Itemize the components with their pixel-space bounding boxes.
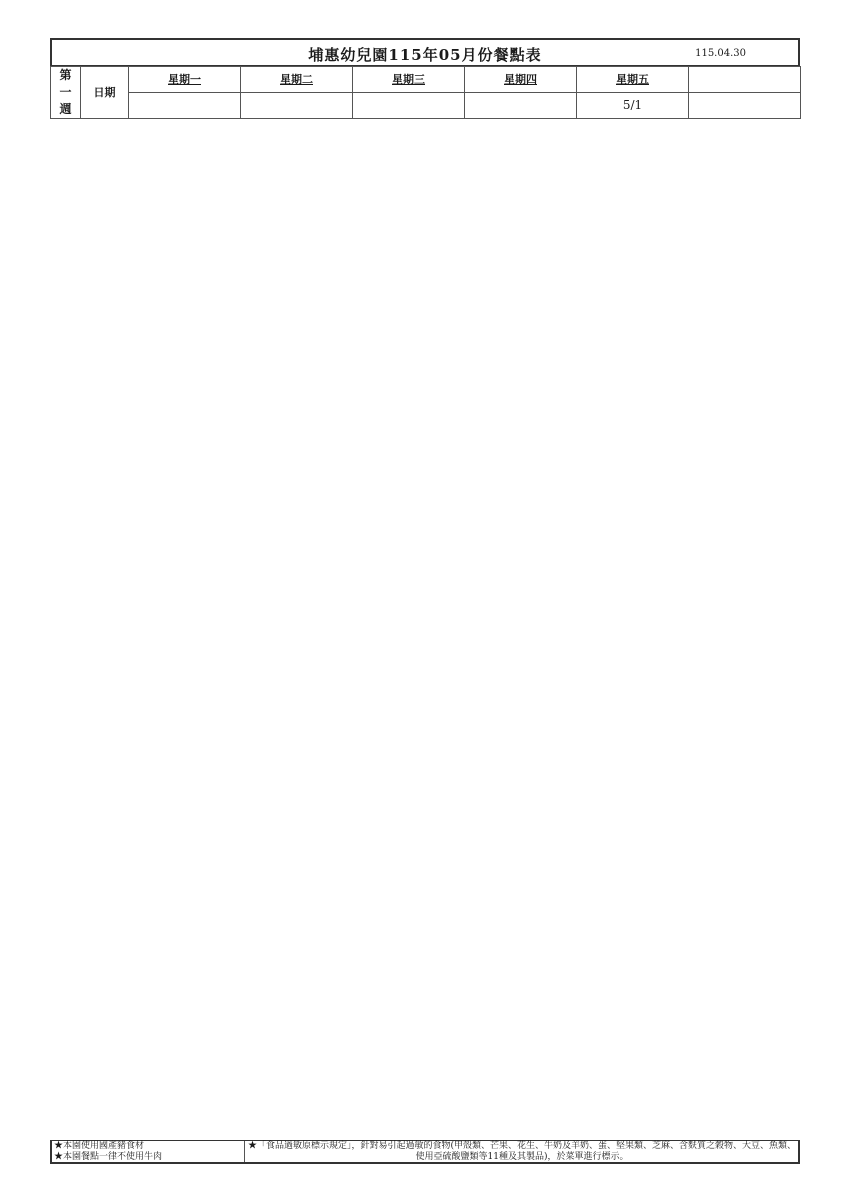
date-cell	[241, 93, 353, 119]
weekday-header: 星期二	[241, 67, 353, 93]
weekday-header: 星期四	[465, 67, 577, 93]
header	[50, 38, 800, 66]
footer	[50, 1140, 800, 1164]
menu-sheet	[50, 38, 800, 1164]
allergen-note: ★「食品過敏原標示規定」，針對易引起過敏的食物(甲殼類、芒果、花生、牛奶及羊奶、蛋、堅果類、芝麻、含麩質之穀物、大豆、魚類、使用亞硫酸鹽類等11種及其製品)，於菜單進行標示。	[248, 1141, 797, 1162]
blank-cell	[689, 93, 801, 119]
week-label-text: 第一週	[59, 68, 72, 116]
date-cell	[129, 93, 241, 119]
page-title: 埔惠幼兒園115年05月份餐點表	[308, 46, 542, 64]
weekday-header: 星期三	[353, 67, 465, 93]
blank-cell	[689, 67, 801, 93]
weekday-header: 星期五	[577, 67, 689, 93]
footer-notes	[54, 1141, 245, 1162]
menu-row	[51, 67, 801, 93]
date-label: 日期	[81, 67, 129, 119]
date-cell	[353, 93, 465, 119]
weekday-header: 星期一	[129, 67, 241, 93]
date-cell: 5/1	[577, 93, 689, 119]
menu-row	[51, 93, 801, 119]
menu-table	[50, 66, 801, 119]
pork-note: ★本園使用國產豬食材	[54, 1141, 145, 1151]
date-cell	[465, 93, 577, 119]
beef-note: ★本園餐點一律不使用牛肉	[54, 1152, 163, 1162]
issue-date: 115.04.30	[695, 48, 746, 59]
week-label	[51, 67, 81, 119]
